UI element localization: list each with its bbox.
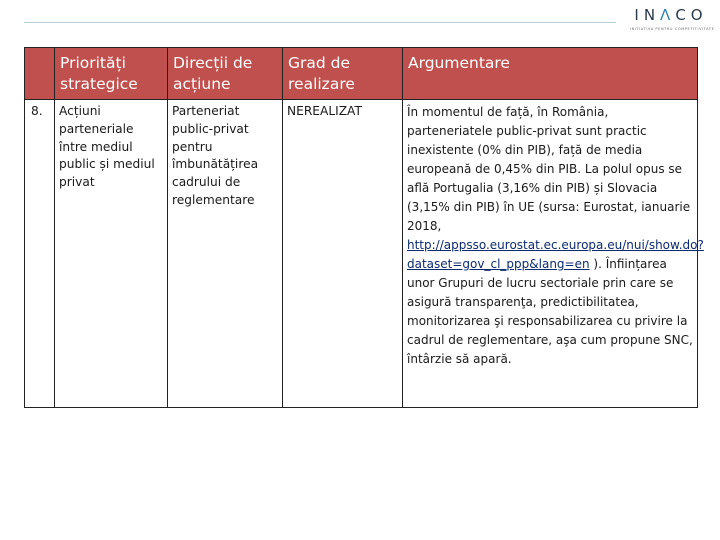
inaco-logo [630,6,715,36]
header-directii: Direcții de acțiune [168,48,283,100]
eurostat-link[interactable]: http://appsso.eurostat.ec.europa.eu/nui/show.do?dataset=gov_cl_ppp&lang=en [407,238,704,271]
row-number: 8. [25,100,55,408]
header-divider-line [24,22,616,23]
logo-tagline: INITIATIVA PENTRU COMPETITIVITATE [630,27,715,31]
header-grad: Grad de realizare [283,48,403,100]
header-prioritati: Priorități strategice [55,48,168,100]
header-argumentare: Argumentare [403,48,698,100]
strategy-table [24,47,704,408]
table-row [25,100,698,408]
cell-directii: Parteneriat public-privat pentru îmbunătățirea cadrului de reglementare [168,100,283,408]
logo-wordmark: INΛCO [634,6,708,24]
cell-grad: NEREALIZAT [283,100,403,408]
argument-text-part2: ). Înființarea unor Grupuri de lucru sectoriale prin care se asigură transparenţa, predictibilitatea, monitorizarea şi responsabilizarea cu privire la cadrul de reglementare, aşa cum propune SNC, întârzie să apară. [407,257,693,366]
header-number [25,48,55,100]
table-header-row [25,48,698,100]
cell-argumentare [403,100,704,408]
argument-text-part1: În momentul de față, în România, parteneriatele public-privat sunt practic inexistente (0% din PIB), față de media europeană de 0,45% din PIB. La polul opus se află Portugalia (3,16% din PIB) și Slovacia (3,15% din PIB) în UE (sursa: Eurostat, ianuarie 2018, [407,105,691,233]
cell-prioritati: Acțiuni parteneriale între mediul public și mediul privat [55,100,168,408]
